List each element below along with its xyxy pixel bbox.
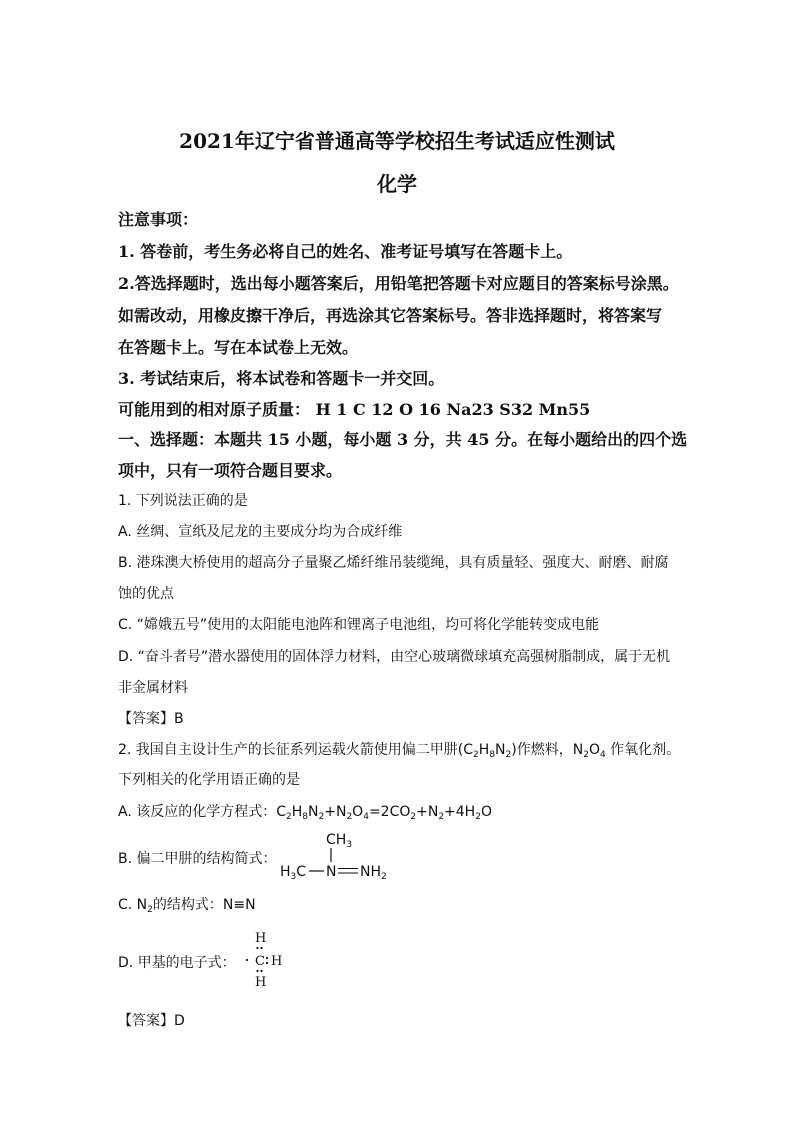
q2-option-d: D. 甲基的电子式： — [118, 955, 236, 971]
notice-item-2-line-3: 在答题卡上。写在本试卷上无效。 — [118, 338, 359, 357]
q2-structural-formula — [278, 826, 398, 884]
notice-item-3: 3. 考试结束后，将本试卷和答题卡一并交回。 — [118, 369, 445, 388]
q1-option-d-line-2: 非金属材料 — [118, 680, 188, 696]
q1-option-b-line-2: 蚀的优点 — [118, 586, 174, 602]
c-center: C — [255, 954, 265, 969]
notice-item-1: 1. 答卷前，考生务必将自己的姓名、准考证号填写在答题卡上。 — [118, 242, 573, 261]
q1-option-a: A. 丝绸、宣纸及尼龙的主要成分均为合成纤维 — [118, 524, 403, 540]
notice-item-2-line-1: 2.答选择题时，选出每小题答案后，用铅笔把答题卡对应题目的答案标号涂黑。 — [118, 274, 679, 293]
notice-item-2-line-2: 如需改动，用橡皮擦干净后，再选涂其它答案标号。答非选择题时，将答案写 — [118, 306, 663, 325]
q1-option-c: C. “嫦娥五号”使用的太阳能电池阵和锂离子电池组，均可将化学能转变成电能 — [118, 617, 600, 633]
q2-option-a: A. 该反应的化学方程式：$C_2H_8N_2+N_2O_4=2CO_2+N_2+4H_2O$ — [118, 804, 492, 822]
q1-answer: 【答案】B — [118, 711, 184, 727]
atomic-mass-line: 可能用到的相对原子质量： H 1 C 12 O 16 Na23 S32 Mn55 — [118, 400, 591, 419]
q2-option-b: B. 偏二甲肼的结构简式： — [118, 851, 277, 867]
h-top: H — [255, 931, 267, 946]
electron-dot — [246, 959, 248, 961]
electron-dot — [256, 947, 258, 949]
h3c-label: $H_3C$ — [280, 864, 307, 882]
notice-heading: 注意事项： — [118, 210, 199, 229]
q2-stem-line-2: 下列相关的化学用语正确的是 — [118, 772, 300, 788]
electron-dot — [260, 947, 262, 949]
methyl-electron-formula — [240, 928, 290, 990]
n-label: N — [326, 864, 337, 880]
exam-title: 2021年辽宁省普通高等学校招生考试适应性测试 — [179, 129, 615, 153]
electron-dot — [256, 970, 258, 972]
electron-dot — [260, 970, 262, 972]
q1-option-b-line-1: B. 港珠澳大桥使用的超高分子量聚乙烯纤维吊装缆绳，具有质量轻、强度大、耐磨、耐腐 — [118, 555, 669, 571]
q2-stem-line-1: 2. 我国自主设计生产的长征系列运载火箭使用偏二甲肼$(C_2H_8N_2)$作燃料，$N_2O_4$ 作氧化剂。 — [118, 742, 681, 760]
subject-title: 化学 — [377, 172, 417, 196]
electron-dot — [266, 957, 268, 959]
h-bottom: H — [255, 975, 267, 990]
h-right: H — [271, 954, 283, 969]
electron-dot — [266, 962, 268, 964]
q1-option-d-line-1: D. “奋斗者号”潜水器使用的固体浮力材料，由空心玻璃微球填充高强树脂制成，属于无机 — [118, 649, 671, 665]
section-intro-line-1: 一、选择题：本题共 15 小题，每小题 3 分，共 45 分。在每小题给出的四个选 — [118, 430, 688, 449]
q1-stem: 1. 下列说法正确的是 — [118, 493, 248, 509]
section-intro-line-2: 项中，只有一项符合题目要求。 — [118, 461, 343, 480]
q2-answer: 【答案】D — [118, 1013, 185, 1029]
nh2-label: $NH_2$ — [360, 864, 387, 882]
ch3-top-label: $CH_3$ — [326, 832, 353, 850]
q2-option-c: C. $N_2$的结构式：N≡N — [118, 897, 256, 915]
